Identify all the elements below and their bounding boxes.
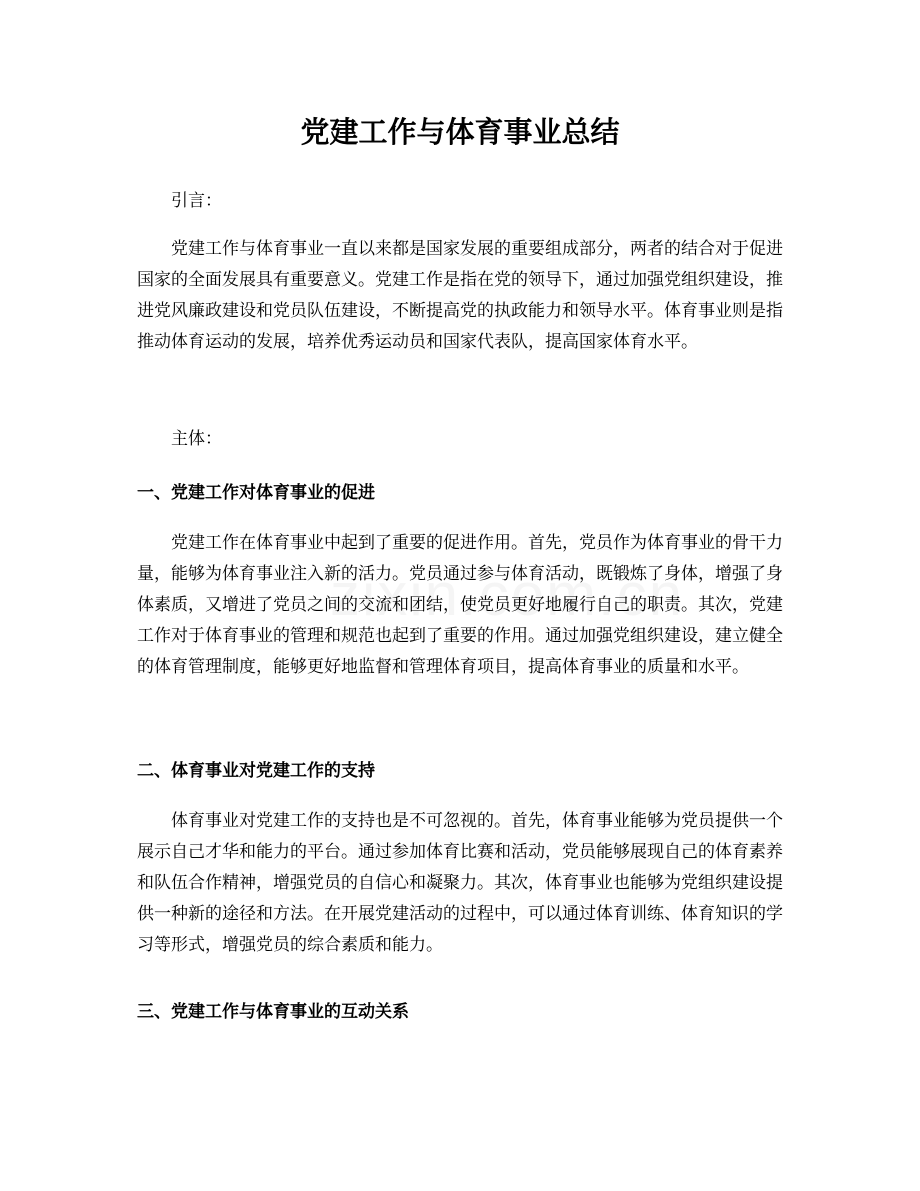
- body-label: 主体：: [171, 429, 222, 449]
- section-paragraph-1: 党建工作在体育事业中起到了重要的促进作用。首先，党员作为体育事业的骨干力量，能够为体育事业注入新的活力。党员通过参与体育活动，既锻炼了身体，增强了身体素质，又增进了党员之间的交流和团结，使党员更好地履行自己的职责。其次，党建工作对于体育事业的管理和规范也起到了重要的作用。通过加强党组织建设，建立健全的体育管理制度，能够更好地监督和管理体育项目，提高体育事业的质量和水平。: [137, 533, 783, 677]
- section-heading-3: 三、党建工作与体育事业的互动关系: [137, 1002, 409, 1022]
- section-paragraph-2: 体育事业对党建工作的支持也是不可忽视的。首先，体育事业能够为党员提供一个展示自己才华和能力的平台。通过参加体育比赛和活动，党员能够展现自己的体育素养和队伍合作精神，增强党员的自信心和凝聚力。其次，体育事业也能够为党组织建设提供一种新的途径和方法。在开展党建活动的过程中，可以通过体育训练、体育知识的学习等形式，增强党员的综合素质和能力。: [137, 811, 783, 955]
- page-title: 党建工作与体育事业总结: [300, 115, 620, 149]
- section-heading-1: 一、党建工作对体育事业的促进: [137, 483, 375, 503]
- intro-paragraph: 党建工作与体育事业一直以来都是国家发展的重要组成部分，两者的结合对于促进国家的全面发展具有重要意义。党建工作是指在党的领导下，通过加强党组织建设，推进党风廉政建设和党员队伍建设，不断提高党的执政能力和领导水平。体育事业则是指推动体育运动的发展，培养优秀运动员和国家代表队，提高国家体育水平。: [137, 239, 783, 352]
- intro-label: 引言：: [171, 191, 222, 211]
- section-heading-2: 二、体育事业对党建工作的支持: [137, 761, 375, 781]
